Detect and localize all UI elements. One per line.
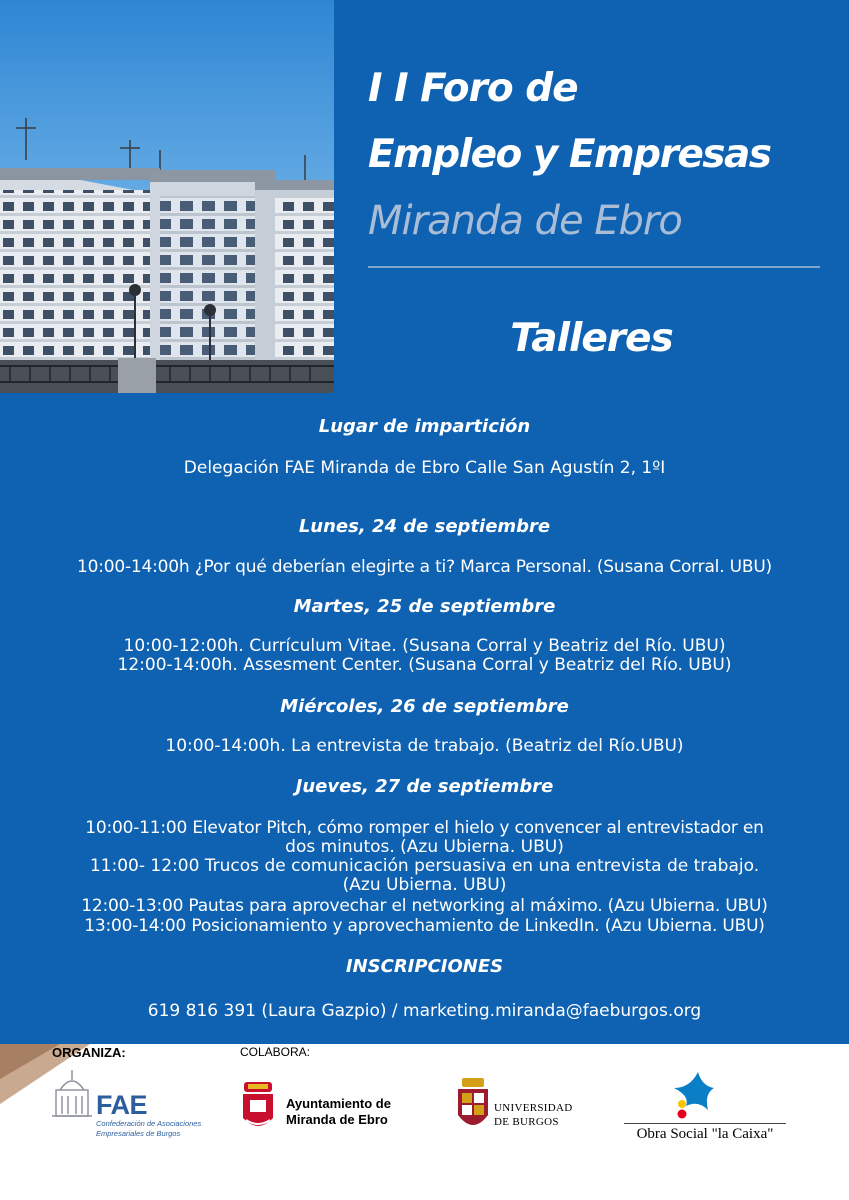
fae-logo-text: FAE xyxy=(96,1090,148,1120)
fae-subtitle-line: Confederación de Asociaciones xyxy=(96,1119,202,1128)
poster-title-line1: I I Foro de xyxy=(368,66,578,111)
ubu-line: UNIVERSIDAD xyxy=(494,1102,573,1114)
poster-title-line2: Empleo y Empresas xyxy=(368,132,771,177)
fae-building-icon xyxy=(50,1068,94,1120)
poster-location: Miranda de Ebro xyxy=(368,198,682,244)
workshop-line: (Azu Ubierna. UBU) xyxy=(342,875,507,895)
workshop-line: 12:00-13:00 Pautas para aprovechar el networking al máximo. (Azu Ubierna. UBU) xyxy=(81,896,768,916)
day-heading: Lunes, 24 de septiembre xyxy=(298,516,551,537)
la-caixa-star-icon xyxy=(668,1070,734,1120)
workshop-line: 13:00-14:00 Posicionamiento y aprovechamiento de LinkedIn. (Azu Ubierna. UBU) xyxy=(84,916,765,936)
ayuntamiento-line: Ayuntamiento de xyxy=(286,1096,391,1111)
fae-subtitle-line: Empresariales de Burgos xyxy=(96,1129,181,1138)
colabora-label: COLABORA: xyxy=(240,1045,311,1059)
workshop-line: 10:00-11:00 Elevator Pitch, cómo romper el hielo y convencer al entrevistador en xyxy=(85,818,764,838)
day-heading: Jueves, 27 de septiembre xyxy=(295,776,554,797)
ubu-name xyxy=(494,1101,572,1129)
workshop-line: 10:00-14:00h. La entrevista de trabajo. (Beatriz del Río.UBU) xyxy=(165,736,684,756)
venue-heading: Lugar de impartición xyxy=(318,416,531,437)
venue-address: Delegación FAE Miranda de Ebro Calle San Agustín 2, 1ºI xyxy=(183,458,666,478)
fae-subtitle xyxy=(96,1119,216,1139)
workshop-line: 11:00- 12:00 Trucos de comunicación persuasiva en una entrevista de trabajo. xyxy=(89,856,760,876)
content-panel xyxy=(0,393,849,1044)
organiza-label: ORGANIZA: xyxy=(52,1045,126,1060)
ubu-line: DE BURGOS xyxy=(494,1116,559,1128)
workshop-line: 10:00-14:00h ¿Por qué deberían elegirte a ti? Marca Personal. (Susana Corral. UBU) xyxy=(77,557,772,577)
ayuntamiento-name xyxy=(286,1096,391,1128)
ayuntamiento-line: Miranda de Ebro xyxy=(286,1112,388,1127)
inscriptions-heading: INSCRIPCIONES xyxy=(345,956,504,977)
day-heading: Miércoles, 26 de septiembre xyxy=(280,696,569,717)
miranda-coat-of-arms-icon xyxy=(240,1080,276,1136)
inscriptions-contact[interactable]: 619 816 391 (Laura Gazpio) / marketing.miranda@faeburgos.org xyxy=(147,1001,702,1021)
day-heading: Martes, 25 de septiembre xyxy=(293,596,556,617)
section-title: Talleres xyxy=(510,316,673,361)
workshop-line: 12:00-14:00h. Assesment Center. (Susana Corral y Beatriz del Río. UBU) xyxy=(117,655,732,675)
ubu-coat-of-arms-icon xyxy=(456,1077,490,1137)
workshop-line: 10:00-12:00h. Currículum Vitae. (Susana Corral y Beatriz del Río. UBU) xyxy=(123,636,726,656)
title-divider xyxy=(368,266,820,268)
workshop-line: dos minutos. (Azu Ubierna. UBU) xyxy=(285,837,564,857)
building-photo xyxy=(0,0,334,393)
la-caixa-name: Obra Social "la Caixa" xyxy=(624,1123,786,1143)
